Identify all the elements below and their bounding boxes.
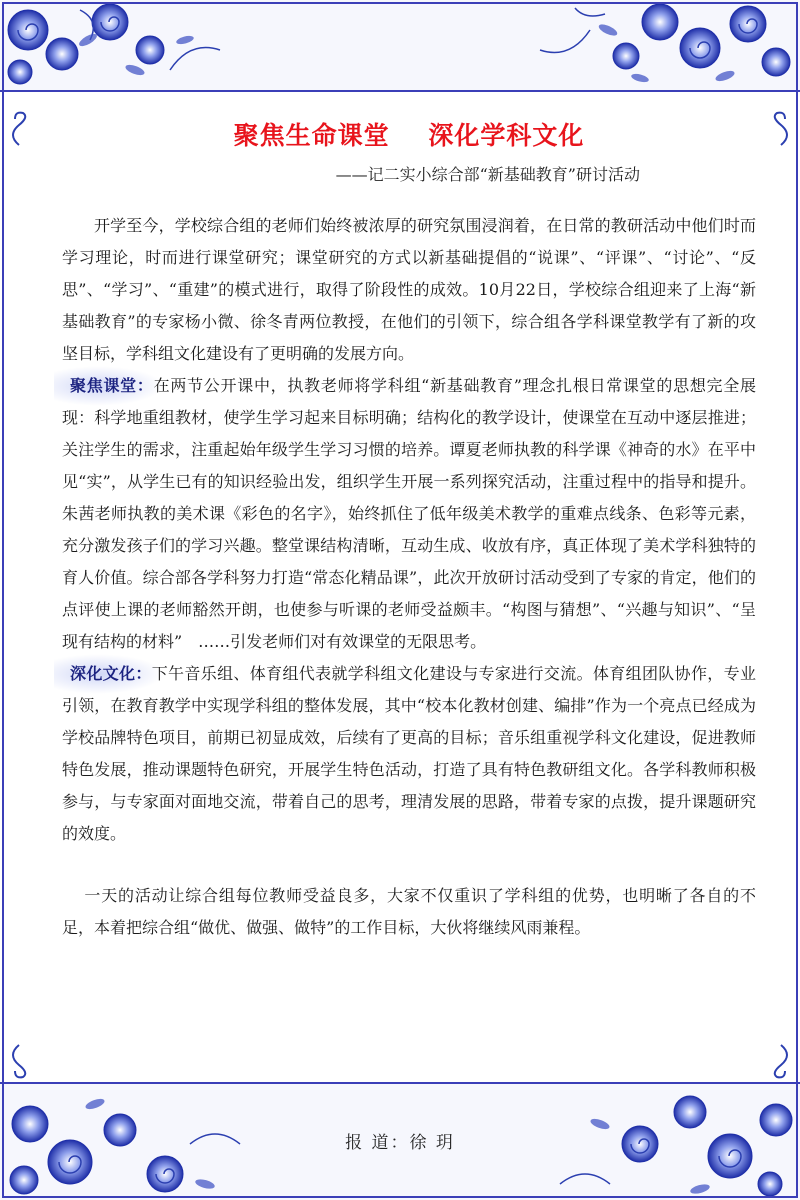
paragraph-deepen-culture (62, 658, 756, 850)
article (62, 100, 756, 1060)
article-title: 聚焦生命课堂 深化学科文化 (233, 121, 585, 150)
paragraph-conclusion: 一天的活动让综合组每位教师受益良多，大家不仅重识了学科组的优势，也明晰了各自的不足，本着把综合组“做优、做强、做特”的工作目标，大伙将继续风雨兼程。 (62, 886, 756, 937)
paragraph-culture-text: 下午音乐组、体育组代表就学科组文化建设与专家进行交流。体育组团队协作，专业引领，在教育教学中实现学科组的整体发展，其中“校本化教材创建、编排”作为一个亮点已经成为学校品牌特色项目，前期已初显成效，后续有了更高的目标；音乐组重视学科文化建设，促进教师特色发展，推动课题特色研究，开展学生特色活动，打造了具有特色教研组文化。各学科教师积极参与，与专家面对面地交流，带着自己的思考，理清发展的思路，带着专家的点拨，提升课题研究的效度。 (62, 664, 756, 843)
paragraph-focus-text: 在两节公开课中，执教老师将学科组“新基础教育”理念扎根日常课堂的思想完全展现：科学地重组教材，使学生学习起来目标明确；结构化的教学设计，使课堂在互动中逐层推进；关注学生的需求，注重起始年级学生学习习惯的培养。谭夏老师执教的科学课《神奇的水》在平中见“实”，从学生已有的知识经验出发，组织学生开展一系列探究活动，注重过程中的指导和提升。朱茜老师执教的美术课《彩色的名字》，始终抓住了低年级美术教学的重难点线条、色彩等元素，充分激发孩子们的学习兴趣。整堂课结构清晰，互动生成、收放有序，真正体现了美术学科独特的育人价值。综合部各学科努力打造“常态化精品课”，此次开放研讨活动受到了专家的肯定，他们的点评使上课的老师豁然开朗，也使参与听课的老师受益颇丰。“构图与猜想”、“兴趣与知识”、“呈现有结构的材料” ……引发老师们对有效课堂的无限思考。 (62, 376, 756, 651)
paragraph-focus-classroom (62, 370, 756, 658)
paragraph-intro: 开学至今，学校综合组的老师们始终被浓厚的研究氛围浸润着，在日常的教研活动中他们时而学习理论，时而进行课堂研究；课堂研究的方式以新基础提倡的“说课”、“评课”、“讨论”、“反思”、“学习”、“重建”的模式进行，取得了阶段性的成效。10月22日，学校综合组迎来了上海“新基础教育”的专家杨小微、徐冬青两位教授，在他们的引领下，综合组各学科课堂教学有了新的攻坚目标，学科组文化建设有了更明确的发展方向。 (62, 216, 756, 363)
article-subtitle: ——记二实小综合部“新基础教育”研讨活动 (335, 165, 640, 184)
reporter-byline: 报 道：徐 玥 (345, 1133, 455, 1153)
section-label-focus: 聚焦课堂： (70, 376, 154, 395)
article-body (62, 210, 756, 944)
section-label-culture: 深化文化： (70, 664, 152, 683)
